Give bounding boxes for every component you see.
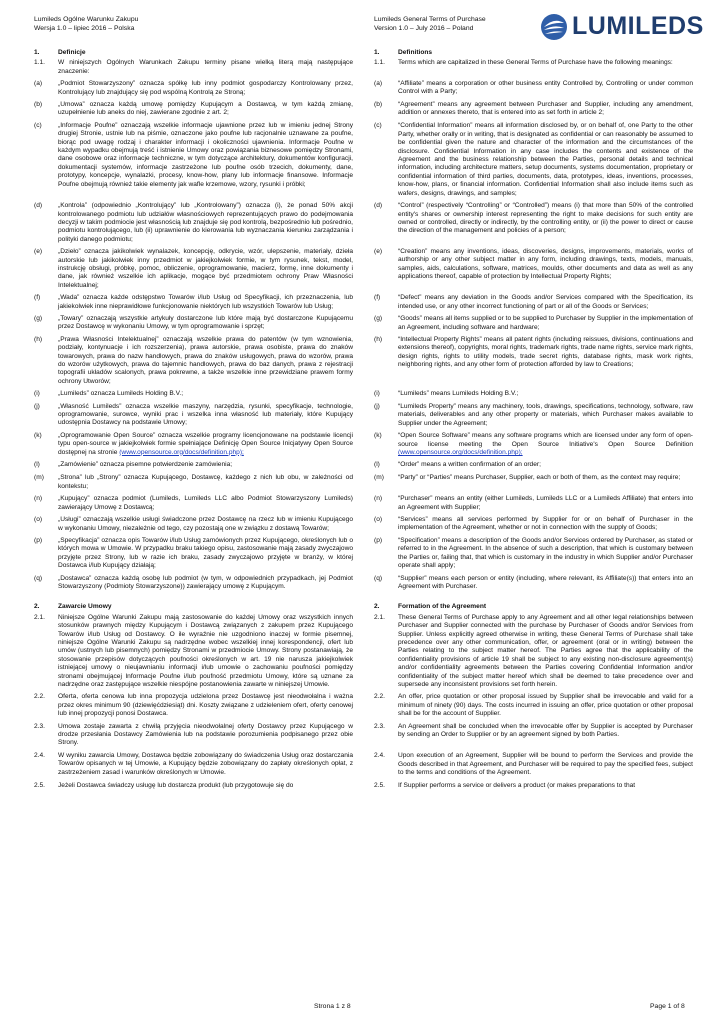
clause-body: W niniejszych Ogólnych Warunkach Zakupu terminy pisane wielką literą mają następujące znaczenie: — [58, 59, 353, 75]
clause-text — [398, 315, 693, 332]
clause-text — [398, 537, 693, 571]
clause-body: „Kontrola” (odpowiednio „Kontrolujący” lub „Kontrolowany”) oznacza (i), że ponad 50% akcji kontrolowanego podmiotu lub udziałów własnościowych reprezentujących prawo do podejmowania decyzji w takim podmiocie jest własnością lub znajduje się pod kontrolą, bezpośrednio lub pośrednio, podmiotu kontrolującego, lub (ii) uprawnienie do kierowania lub wyznaczania kierunku zarządzania i polityki danego podmiotu; — [58, 202, 353, 243]
header-version: Wersja 1.0 – lipiec 2016 – Polska — [34, 25, 135, 32]
clause-text — [398, 403, 693, 428]
clause — [34, 101, 353, 118]
clause-number: (a) — [34, 80, 43, 88]
clause-text — [398, 59, 693, 67]
clause — [34, 122, 353, 189]
clause-text — [58, 752, 353, 777]
clause-body: „Zamówienie” oznacza pisemne potwierdzenie zamówienia; — [58, 461, 233, 469]
clause-text — [58, 461, 353, 469]
clause — [34, 59, 353, 76]
clause-body: Jeżeli Dostawca świadczy usługę lub dostarcza produkt (lub przygotowuje się do — [58, 782, 294, 790]
clause — [374, 575, 693, 592]
header-title: Lumileds General Terms of Purchase — [374, 16, 486, 23]
clause-text — [58, 537, 353, 571]
clause-body: Terms which are capitalized in these General Terms of Purchase have the following meanings: — [398, 59, 673, 67]
clause-number: (g) — [374, 315, 383, 323]
clause-text — [398, 202, 693, 236]
clause-body: „Wada” oznacza każde odstępstwo Towarów i/lub Usług od Specyfikacji, ich przeznaczenia, lub jakiekolwiek inne nieprawidłowe funkcjonowanie niektórych lub wszystkich Towarów lub Usług; — [58, 294, 353, 310]
clause-text — [58, 432, 353, 457]
clause-text — [58, 202, 353, 244]
clause-number: (d) — [374, 202, 383, 210]
lumileds-logo — [540, 12, 704, 41]
clause-text — [398, 49, 693, 57]
clause-body: „Informacje Poufne” oznaczają wszelkie informacje ujawnione przez lub w imieniu jednej Strony drugiej Stronie, ustnie lub na piśmie, oznaczone jako poufne lub racjonalnie uznawane za poufne, biorąc pod uwagę rodzaj i charakter informacji i okoliczności ujawnienia. Informacje Poufne w każdym wypadku obejmują treść i istnienie Umowy oraz powiązania biznesowe pomiędzy Stronami, dane osobowe oraz informacje techniczne, w tym dotyczące architektury, dokumentów konfiguracji, dokumentacji systemów, informacje zastrzeżone lub poufne osób trzecich, dokumenty, dane, prototypy, koncepcje, wynalazki, procesy, know-how, plany lub informacje finansowe. Informacje Poufne obejmują również takie elementy jak wafle krzemowe, wzory, rysunki i próbki; — [58, 121, 353, 188]
clause — [374, 248, 693, 282]
clause-text — [58, 403, 353, 428]
clause — [34, 248, 353, 290]
clause-number: (j) — [34, 402, 40, 410]
clause-number: (i) — [34, 390, 40, 398]
clause — [374, 723, 693, 740]
clause-text — [398, 390, 693, 398]
clause — [374, 202, 693, 236]
clause-number: (m) — [34, 474, 44, 482]
clause-text — [398, 336, 693, 370]
clause-number: (m) — [374, 473, 384, 481]
clause — [34, 202, 353, 244]
clause-number: (e) — [34, 248, 43, 256]
clause-body: “Agreement” means any agreement between Purchaser and Supplier, including any amendment, addition or annexes thereto, that is entered into as set forth in article 2; — [398, 100, 693, 117]
opensource-link[interactable]: (www.opensource.org/docs/definition.php); — [398, 449, 523, 457]
clause-body: Formation of the Agreement — [398, 603, 487, 611]
clause-number: (n) — [34, 495, 43, 503]
clause-number: 1.1. — [34, 59, 45, 67]
clause-text — [58, 59, 353, 76]
clause-number: (o) — [374, 516, 383, 524]
clause — [374, 752, 693, 777]
clause-text — [58, 603, 353, 611]
clause-text — [58, 693, 353, 718]
clause — [374, 782, 693, 790]
clause-number: 2.3. — [374, 722, 385, 730]
clause — [34, 516, 353, 533]
clause-text — [398, 723, 693, 740]
clause — [374, 516, 693, 533]
clause-text — [58, 248, 353, 290]
clause — [374, 315, 693, 332]
clause-body: “Creation” means any inventions, ideas, discoveries, designs, improvements, materials, works of authorship or any other subject matter in any form, including drawings, texts, models, manuals, samples, aids, calculations, software, matrices, moulds, other documents and data as well as any applications thereof, capable of protection by Intellectual Property Rights; — [398, 247, 693, 280]
clause — [34, 723, 353, 748]
clause-text — [58, 122, 353, 189]
clause-number: (g) — [34, 314, 43, 322]
clause — [374, 495, 693, 512]
clause-body: „Podmiot Stowarzyszony” oznacza spółkę lub inny podmiot gospodarczy Kontrolowany przez, Kontrolujący lub znajdujący się pod wspólną Kontrolą ze Stroną; — [58, 80, 353, 96]
clause — [374, 537, 693, 571]
clause-body: „Lumileds” oznacza Lumileds Holding B.V.; — [58, 390, 184, 398]
clause-body: „Oprogramowanie Open Source” oznacza wszelkie programy licencjonowane na podstawie licencji typu open-source w jakiejkolwiek formie spełniające Definicję Open Source Inicjatywy Open Source dostępnej na stronie — [58, 431, 353, 456]
clause — [34, 693, 353, 718]
clause-body: If Supplier performs a service or delivers a product (or makes preparations to that — [398, 781, 636, 789]
clause-number: (a) — [374, 79, 383, 87]
clause-number: (j) — [374, 403, 380, 410]
clause-body: „Strona” lub „Strony” oznacza Kupującego, Dostawcę, każdego z nich lub obu, w zależności od kontekstu; — [58, 474, 353, 490]
clause-text — [398, 782, 693, 790]
section-heading — [374, 49, 693, 57]
clause-number: 2.3. — [34, 722, 45, 730]
clause-number: 2.5. — [34, 782, 45, 790]
clause-text — [58, 315, 353, 332]
clause-body: „Specyfikacja” oznacza opis Towarów i/lub Usług zamówionych przez Kupującego, określonych lub o których mowa w Umowie. W przypadku braku takiego opisu, zastosowanie mają zasady zwyczajowo przyjęte przez Strony, lub w razie ich braku, zasady zwyczajowo przyjęte w branży, w której Dostawca i/lub Kupujący działają; — [58, 536, 353, 570]
clause — [34, 390, 353, 398]
clause-body: “Intellectual Property Rights” means all patent rights (including reissues, divisions, continuations and extensions thereof), copyrights, moral rights, trademark rights, trade name rights, service mark rights, design rights, rights to utility models, trade secret rights, database rights, mask work rights, neighboring rights, and any other form of protection afforded by law to Creations; — [398, 335, 693, 369]
clause — [374, 693, 693, 718]
clause-text — [398, 575, 693, 592]
clause — [374, 80, 693, 97]
clause-number: (h) — [374, 335, 383, 343]
clause — [34, 461, 353, 469]
english-column — [374, 49, 693, 790]
clause-text — [58, 49, 353, 57]
clause-text — [58, 474, 353, 491]
clause-number: (c) — [374, 122, 382, 130]
page-number: Page 1 of 8 — [650, 1003, 685, 1010]
clause-text — [58, 575, 353, 592]
clause-body: “Lumileds” means Lumileds Holding B.V.; — [398, 389, 519, 397]
clause — [374, 614, 693, 690]
clause-number: (o) — [34, 516, 43, 524]
clause — [374, 294, 693, 311]
clause-body: “Defect” means any deviation in the Goods and/or Services compared with the Specification, its intended use, or any other incorrect functioning of part or all of the Goods or Services; — [398, 294, 693, 310]
header-right — [374, 15, 486, 33]
clause-body: An offer, price quotation or other proposal issued by Supplier shall be irrevocable and valid for a minimum of ninety (90) days. The costs incurred in issuing an offer, price quotation or other proposal shall be for the account of Supplier. — [398, 693, 693, 718]
clause-number: (e) — [374, 247, 383, 255]
clause — [374, 403, 693, 428]
clause-body: An Agreement shall be concluded when the irrevocable offer by Supplier is accepted by Purchaser by sending an Order to Supplier or by an agreement signed by both Parties. — [398, 722, 693, 738]
clause-body: Definicje — [58, 49, 86, 56]
clause-body: „Własność Lumileds” oznacza wszelkie maszyny, narzędzia, rysunki, specyfikacje, technologie, oprogramowanie, surowce, wyniki prac i wszelka inna własność lub materiały, które Kupujący udostępnia Dostawcy na podstawie Umowy; — [58, 402, 353, 427]
clause — [34, 495, 353, 512]
clause — [34, 575, 353, 592]
clause-body: „Prawa Własności Intelektualnej” oznaczają wszelkie prawa do patentów (w tym wznowienia, podziały, kontynuacje i ich rozszerzenia), prawa autorskie, prawa osobiste, prawa do znaków towarowych, prawa do nazw handlowych, prawa do znaków usługowych, prawa do wzorów, prawa do wzorów użytkowych, prawa do tajemnic handlowych, prawa do baz danych, prawa z rejestracji topografii układów scalonych, prawa pokrewne, a także wszelkie inne przewidziane prawem formy ochrony Utworów; — [58, 335, 353, 385]
clause-text — [58, 614, 353, 690]
clause-text — [58, 495, 353, 512]
clause-body: “Services” means all services performed by Supplier for or on behalf of Purchaser in the implementation of the Agreement, whether or not in connection with the supply of Goods; — [398, 516, 693, 532]
clause-text — [58, 336, 353, 386]
clause — [34, 614, 353, 690]
clause-body: “Affiliate” means a corporation or other business entity Controlled by, Controlling or under common Control with a Party; — [398, 79, 693, 96]
clause-body: “Order” means a written confirmation of an order; — [398, 461, 541, 469]
clause-number: (h) — [34, 335, 43, 343]
header-title: Lumileds Ogólne Warunku Zakupu — [34, 16, 139, 23]
logo-mark-icon — [540, 13, 568, 41]
clause-text — [58, 80, 353, 97]
clause-number: (k) — [374, 432, 382, 440]
clause-body: “Supplier” means each person or entity (including, where relevant, its Affiliate(s)) that enters into an Agreement with Purchaser. — [398, 574, 693, 590]
clause-body: Oferta, oferta cenowa lub inna propozycja udzielona przez Dostawcę jest nieodwołalna i ważna przez okres minimum 90 (dziewięćdziesiąt) dni. Koszty związane z udzieleniem ofert, oferty cenowej lub innej propozycji ponosi Dostawca. — [58, 693, 353, 718]
clause-text — [398, 614, 693, 690]
clause-number: 2.1. — [34, 613, 45, 621]
page-number: Strona 1 z 8 — [314, 1003, 351, 1010]
clause — [374, 461, 693, 469]
clause-body: “Control” (respectively “Controlling” or “Controlled”) means (i) that more than 50% of the controlled entity's shares or ownership interest representing the right to make decisions for such entity are owned or controlled, directly or indirectly, by the controlling entity, or (ii) the power to direct or cause the direction of the management and policies of a person; — [398, 202, 693, 235]
clause-text — [398, 603, 693, 611]
clause-text — [398, 516, 693, 533]
clause — [34, 474, 353, 491]
clause-number: (l) — [34, 461, 40, 469]
clause-body: “Confidential Information” means all information disclosed by, or on behalf of, one Party to the other Party, whether orally or in writing, that is designated as confidential or can reasonably be assumed to be confidential given the nature and character of the information and the circumstances of the disclosure. Confidential Information in any case includes the contents and existence of the Agreement and the business relationship between the Parties, personal details and technical information, including architecture matters, setup documents, systems documentation, proprietary or confidential information of third parties, documents, data, prototypes, ideas, inventions, processes, know-how, plans, or financial information. Confidential Information shall also include items such as wafers, designs, drawings, and samples; — [398, 122, 693, 197]
clause — [34, 782, 353, 790]
clause-text — [398, 294, 693, 311]
section-heading — [374, 603, 693, 611]
clause-body: W wyniku zawarcia Umowy, Dostawca będzie zobowiązany do świadczenia Usług oraz dostarczania Towarów opisanych w tej Umowie, a Kupujący będzie zobowiązany do zapłaty określonych opłat, z zastrzeżeniem zasad i warunków określonych w Umowie. — [58, 751, 353, 776]
clause-number: (p) — [34, 536, 43, 544]
clause-number: (n) — [374, 495, 383, 503]
clause-number: (b) — [34, 101, 43, 109]
clause-body: „Usługi” oznaczają wszelkie usługi świadczone przez Dostawcę na rzecz lub w imieniu Kupującego w wykonaniu Umowy, niezależnie od tego, czy pozostają one w związku z dostawą Towarów; — [58, 516, 353, 532]
clause-body: „Dostawca” oznacza każdą osobę lub podmiot (w tym, w odpowiednich przypadkach, jej Podmiot Stowarzyszony (Podmioty Stowarzyszone)) zawierający umowę z Kupującym. — [58, 574, 353, 590]
clause — [34, 294, 353, 311]
clause-number: 2.2. — [34, 693, 45, 701]
clause-body: “Lumileds Property” means any machinery, tools, drawings, specifications, technology, software, raw materials, deliverables and any other property or materials, which Purchaser makes available to Supplier under the Agreement; — [398, 403, 693, 427]
clause-body: „Dzieło” oznacza jakikolwiek wynalazek, koncepcję, odkrycie, wzór, ulepszenie, materiały, dzieła autorskie lub jakikolwiek inny przedmiot w jakiejkolwiek formie, w tym rysunek, tekst, model, instrukcję obsługi, próbkę, pomoc, obliczenie, oprogramowanie, macierz, formę, inne dokumenty i dane, jak również wszelkie ich aplikacje, mogące być przedmiotem ochrony Praw Własności Intelektualnej; — [58, 248, 353, 289]
clause — [34, 537, 353, 571]
clause — [34, 432, 353, 457]
clause-text — [398, 122, 693, 198]
clause-text — [58, 294, 353, 311]
clause-number: 1. — [34, 49, 40, 56]
clause-body: Niniejsze Ogólne Warunki Zakupu mają zastosowanie do każdej Umowy oraz wszystkich innych stosunków prawnych między Kupującym i Dostawcą związanych z zakupem przez Kupującego Towarów i/lub Usług od Dostawcy. O ile wyraźnie nie uzgodniono inaczej w formie pisemnej, niniejsze Ogólne Warunki Zakupu są nadrzędne wobec wszelkiej innej korespondencji, ofert lub umów (ustnych lub pisemnych) pomiędzy Stronami w przedmiocie Umowy. Strony postanawiają, że stosowanie przepisów dotyczących poufności określonych w art. 19 nie narusza jakiejkolwiek istniejącej umowy o nieujawnianiu informacji i/lub umowie o zachowaniu poufności pomiędzy stronami obejmującej Informacje Poufne i/lub poufność przedmiotu Umowy, które są uznane za nadrzędne oraz zastępujące wszelkie niespójne postanowienia zawarte w niniejszej Umowie. — [58, 613, 353, 688]
clause — [374, 101, 693, 118]
clause-number: 2.4. — [34, 751, 45, 759]
clause-body: “Goods” means all items supplied or to be supplied to Purchaser by Supplier in the implementation of an Agreement, including software and hardware; — [398, 315, 693, 331]
logo-text: LUMILEDS — [572, 12, 704, 40]
clause — [374, 122, 693, 198]
header-version: Version 1.0 – July 2016 – Poland — [374, 25, 474, 32]
clause-number: 2.5. — [374, 781, 385, 789]
clause-body: “Open Source Software” means any software programs which are licensed under any form of open-source license meeting the Open Source Initiative's Open Source Definition — [398, 432, 693, 448]
clause — [374, 59, 693, 67]
clause-number: (q) — [34, 574, 43, 582]
clause-number: (c) — [34, 121, 42, 129]
clause-number: (f) — [374, 294, 381, 302]
clause — [374, 474, 693, 482]
clause-number: 1.1. — [374, 59, 385, 67]
clause-text — [398, 432, 693, 457]
clause-body: Upon execution of an Agreement, Supplier will be bound to perform the Services and provide the Goods described in that Agreement, and Purchaser will be required to pay the specified fees, subject to the terms and conditions of the Agreement. — [398, 752, 693, 777]
clause — [34, 80, 353, 97]
clause-body: “Purchaser” means an entity (either Lumileds, Lumileds LLC or a Lumileds Affiliate) that enters into an Agreement with Supplier; — [398, 495, 693, 511]
clause-number: (f) — [34, 294, 41, 302]
clause-text — [58, 390, 353, 398]
clause-text — [58, 723, 353, 748]
clause-number: (p) — [374, 536, 383, 544]
header-left — [34, 15, 138, 33]
clause-body: “Party” or “Parties” means Purchaser, Supplier, each or both of them, as the context may require; — [398, 473, 681, 481]
section-heading — [34, 49, 353, 57]
clause-number: 2.4. — [374, 752, 385, 760]
clause-number: 1. — [374, 49, 380, 56]
clause-number: 2. — [34, 603, 40, 611]
clause-text — [58, 101, 353, 118]
clause-body: „Towary” oznaczają wszystkie artykuły dostarczone lub które mają być dostarczone Kupującemu przez Dostawcę w wykonaniu Umowy, w tym oprogramowanie i sprzęt; — [58, 314, 353, 331]
clause-number: (l) — [374, 461, 380, 469]
clause-number: 2. — [374, 603, 380, 611]
clause-text — [398, 495, 693, 512]
clause-text — [398, 101, 693, 118]
clause-text — [58, 782, 353, 790]
clause-text — [398, 693, 693, 718]
clause-number: 2.1. — [374, 613, 385, 621]
section-heading — [34, 603, 353, 611]
clause-body: “Specification” means a description of the Goods and/or Services ordered by Purchaser, as stated or referred to in the Agreement. In the absence of such a description, that which is customary between the Parties or, failing that, that which is customary in the industry in which Supplier and/or Purchaser operate shall apply; — [398, 536, 693, 570]
opensource-link[interactable]: (www.opensource.org/docs/definition.php); — [119, 448, 244, 456]
clause-body: Zawarcie Umowy — [58, 603, 112, 611]
clause-text — [398, 752, 693, 777]
clause-text — [58, 516, 353, 533]
clause-number: (q) — [374, 574, 383, 582]
clause-body: These General Terms of Purchase apply to any Agreement and all other legal relationships between Purchaser and Supplier connected with the purchase by Purchaser of Goods and/or Services from Supplier. Unless explicitly agreed otherwise in writing, these General Terms of Purchase shall take precedence over any other communication, offer, or agreement (oral or in writing) between the Parties relating to the subject matter hereof. The Parties agree that the applicability of the confidentiality provisions of article 19 shall be subject to any existing non-disclosure agreement(s) and/or confidentiality agreements between the Parties covering Confidential Information and/or confidentiality of the subject matter hereof which shall be deemed to take precedence over and supersede any inconsistent provisions set forth herein. — [398, 613, 693, 688]
clause — [374, 336, 693, 370]
clause-text — [398, 80, 693, 97]
clause-number: (d) — [34, 202, 43, 210]
clause-body: „Umowa” oznacza każdą umowę pomiędzy Kupującym a Dostawcą, w tym każdą zmianę, uzupełnienie lub aneks do niej, zawierane zgodnie z art. 2; — [58, 101, 353, 117]
clause — [34, 752, 353, 777]
clause-number: (k) — [34, 431, 42, 439]
clause-number: (i) — [374, 389, 380, 397]
clause — [34, 336, 353, 386]
clause-text — [398, 461, 693, 469]
clause — [374, 390, 693, 398]
clause — [374, 432, 693, 457]
clause — [34, 315, 353, 332]
clause-body: Umowa zostaje zawarta z chwilą przyjęcia nieodwołalnej oferty Dostawcy przez Kupującego w drodze przesłania Dostawcy Zamówienia lub na podstawie porozumienia podpisanego przez obie Strony. — [58, 722, 353, 747]
clause-text — [398, 248, 693, 282]
clause-number: (b) — [374, 100, 383, 108]
clause-text — [398, 474, 693, 482]
polish-column — [34, 49, 353, 790]
clause — [34, 403, 353, 428]
clause-body: Definitions — [398, 49, 433, 56]
clause-body: „Kupujący” oznacza podmiot (Lumileds, Lumileds LLC albo Podmiot Stowarzyszony Lumileds) zawierający Umowę z Dostawcą; — [58, 495, 353, 511]
clause-number: 2.2. — [374, 693, 385, 701]
